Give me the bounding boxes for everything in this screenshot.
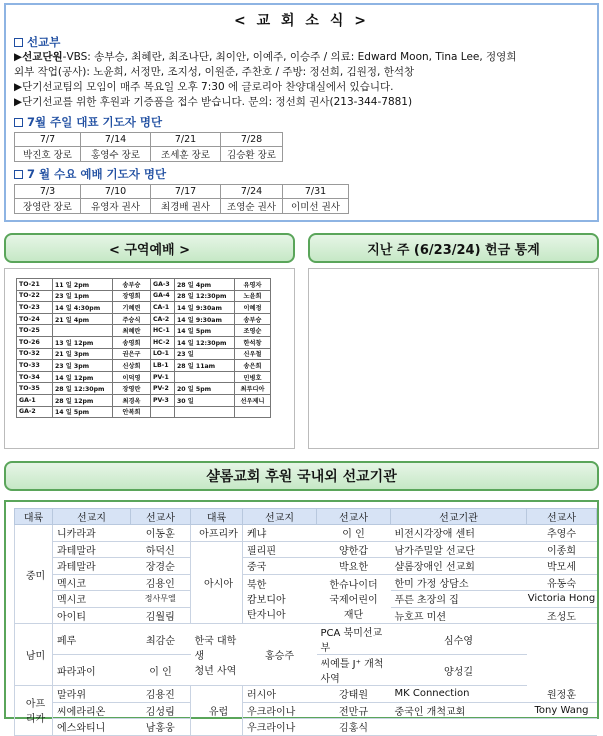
table-cell: 7/31 [283, 185, 349, 199]
table-cell: 박요한 [317, 558, 391, 575]
table-cell: 아프 리카 [15, 686, 53, 736]
table-cell: 장영란 [113, 383, 151, 395]
table-cell: 아시아 [191, 541, 243, 624]
table-cell: 23 일 [175, 348, 235, 360]
table-row [17, 406, 271, 418]
table-cell: 장경순 [131, 558, 191, 575]
table-row [15, 574, 597, 591]
table-cell: 민병호 [235, 371, 271, 383]
table-cell: 노윤희 [235, 290, 271, 302]
table-cell: CA-2 [151, 313, 175, 325]
table-cell: 28 일 12pm [53, 394, 113, 406]
table-cell: 한슈나이더 국제어린이 재단 [317, 574, 391, 624]
checkbox-icon [14, 38, 23, 47]
table-cell: 우크라이나 [243, 719, 317, 736]
table-cell: 강태원 [317, 686, 391, 703]
mission-team-line: ▶선교단원-VBS: 송부승, 최혜란, 최조나단, 최이안, 이예주, 이승주 / 의료: Edward Moon, Tina Lee, 정영희 [14, 51, 517, 63]
table-row [15, 525, 597, 542]
table-row [17, 290, 271, 302]
meeting-notice: ▶단기선교팀의 모임이 매주 목요일 오후 7:30 에 글로리아 찬양대실에서 있습니다. [14, 81, 394, 93]
table-row [17, 336, 271, 348]
table-cell: GA-3 [151, 279, 175, 291]
table-cell: HC-1 [151, 325, 175, 337]
table-cell: 정사무엘 [131, 591, 191, 608]
table-cell: TO-25 [17, 325, 53, 337]
table-row [17, 360, 271, 372]
table-row [17, 279, 271, 291]
table-cell: PV-1 [151, 371, 175, 383]
table-cell: MK Connection [391, 686, 527, 703]
table-cell: 유럽 [191, 686, 243, 736]
table-cell: 남미 [15, 624, 53, 686]
table-cell: TO-22 [17, 290, 53, 302]
table-cell: 김성림 [131, 702, 191, 719]
table-cell: 조영순 권사 [221, 199, 283, 214]
table-row [17, 325, 271, 337]
table-cell: 20 일 5pm [175, 383, 235, 395]
table-cell: TO-21 [17, 279, 53, 291]
table-cell: 7/7 [15, 133, 81, 147]
table-cell: 7/3 [15, 185, 81, 199]
table-row [17, 302, 271, 314]
sunday-prayer-heading: 7월 주일 대표 기도자 명단 [14, 114, 597, 130]
table-cell: 최혜란 [113, 325, 151, 337]
table-row [17, 383, 271, 395]
table-row [15, 702, 597, 719]
column-header: 선교지 [243, 509, 317, 525]
table-cell: 김용인 [131, 574, 191, 591]
mission-org-table [14, 508, 597, 736]
table-row [15, 624, 597, 655]
table-cell: 최경배 권사 [151, 199, 221, 214]
checkbox-icon [14, 118, 23, 127]
table-cell: 이 인 [131, 655, 191, 686]
table-cell: 권은구 [113, 348, 151, 360]
table-cell: 7/14 [81, 133, 151, 147]
table-cell: HC-2 [151, 336, 175, 348]
table-cell: 비전시각장애 센터 [391, 525, 527, 542]
table-cell: 김홍식 [317, 719, 391, 736]
table-cell: CA-1 [151, 302, 175, 314]
table-cell: 푸른 초장의 집 [391, 591, 527, 608]
table-cell: 14 일 9:30am [175, 313, 235, 325]
table-cell: 송영희 [113, 336, 151, 348]
table-cell: GA-2 [17, 406, 53, 418]
table-cell: GA-1 [17, 394, 53, 406]
table-cell: 유영자 [235, 279, 271, 291]
table-cell [391, 719, 527, 736]
table-cell: 주승식 [113, 313, 151, 325]
table-cell: 씨에라리온 [53, 702, 131, 719]
table-cell: 7/21 [151, 133, 221, 147]
table-cell [175, 371, 235, 383]
table-row [17, 394, 271, 406]
table-row [15, 541, 597, 558]
table-cell: 에스와티니 [53, 719, 131, 736]
table-cell: 뉴호프 미션 [391, 607, 527, 624]
table-cell: 14 일 12pm [53, 371, 113, 383]
column-header: 선교기관 [391, 509, 527, 525]
table-cell: 양성길 [391, 655, 527, 686]
table-cell: 이미선 권사 [283, 199, 349, 214]
table-cell: 유영자 권사 [81, 199, 151, 214]
table-row [17, 371, 271, 383]
table-cell: 파라과이 [53, 655, 131, 686]
mission-team-line-2: 외부 작업(공사): 노윤희, 서정만, 조지성, 이원준, 주찬호 / 주방: 정선희, 김원정, 한석창 [14, 66, 415, 78]
table-cell: 신우철 [235, 348, 271, 360]
offering-stats-header: 지난 주 (6/23/24) 헌금 통계 [308, 233, 599, 263]
church-news-panel [4, 3, 599, 222]
table-cell: LO-1 [151, 348, 175, 360]
table-cell: 김용진 [131, 686, 191, 703]
table-cell: 23 일 3pm [53, 360, 113, 372]
table-cell: 28 일 11am [175, 360, 235, 372]
table-cell: 장영란 장로 [15, 199, 81, 214]
table-cell: 남가주밀알 선교단 [391, 541, 527, 558]
table-cell: 홍영수 장로 [81, 147, 151, 162]
table-cell: 21 일 4pm [53, 313, 113, 325]
table-cell: 한국 대학생 청년 사역 [191, 624, 243, 686]
table-cell: 멕시코 [53, 574, 131, 591]
column-header: 선교지 [53, 509, 131, 525]
column-header: 선교사 [131, 509, 191, 525]
table-cell: 중국 [243, 558, 317, 575]
mission-dept-heading: 선교부 [14, 34, 597, 50]
table-cell: 이종희 [527, 541, 597, 558]
table-cell: 이덕영 [113, 371, 151, 383]
table-row [17, 313, 271, 325]
table-cell: 14 일 4:30pm [53, 302, 113, 314]
table-cell: Tony Wang [527, 702, 597, 719]
table-cell: 중미 [15, 525, 53, 624]
table-cell: 최경옥 [113, 394, 151, 406]
table-cell: 14 일 5pm [175, 325, 235, 337]
table-cell: 씨예틀 J⁺ 개척사역 [317, 655, 391, 686]
table-row [15, 719, 597, 736]
table-cell: 멕시코 [53, 591, 131, 608]
table-cell: 28 일 4pm [175, 279, 235, 291]
table-cell: TO-35 [17, 383, 53, 395]
table-cell: 조세훈 장로 [151, 147, 221, 162]
mission-org-panel [4, 500, 599, 735]
table-cell: 러시아 [243, 686, 317, 703]
table-cell: 박모세 [527, 558, 597, 575]
table-cell: 북한 캄보디아 탄자니아 [243, 574, 317, 624]
table-cell: 홍승주 [243, 624, 317, 686]
table-cell: 조성도 [527, 607, 597, 624]
table-cell: PCA 북미선교부 [317, 624, 391, 655]
cell-worship-header: < 구역예배 > [4, 233, 295, 263]
table-cell: 케냐 [243, 525, 317, 542]
column-header: 선교사 [317, 509, 391, 525]
table-cell: 원정훈 [527, 686, 597, 703]
column-header: 선교사 [527, 509, 597, 525]
table-cell [175, 406, 235, 418]
table-cell: 하덕신 [131, 541, 191, 558]
table-cell: 21 일 3pm [53, 348, 113, 360]
table-cell: 필리핀 [243, 541, 317, 558]
table-row [15, 558, 597, 575]
table-cell: PV-3 [151, 394, 175, 406]
table-cell: 7/10 [81, 185, 151, 199]
table-row [15, 686, 597, 703]
mission-org-header: 샬롬교회 후원 국내외 선교기관 [4, 461, 599, 491]
table-cell: 28 일 12:30pm [53, 383, 113, 395]
table-cell: GA-4 [151, 290, 175, 302]
table-cell [151, 406, 175, 418]
table-cell: 박진호 장로 [15, 147, 81, 162]
table-cell: 신상희 [113, 360, 151, 372]
table-cell: TO-32 [17, 348, 53, 360]
table-cell: TO-33 [17, 360, 53, 372]
table-cell: TO-24 [17, 313, 53, 325]
sunday-prayer-table [14, 132, 283, 162]
church-news-title: < 교 회 소 식 > [234, 13, 369, 29]
table-cell: TO-23 [17, 302, 53, 314]
wednesday-prayer-table [14, 184, 349, 214]
table-cell: 아프리카 [191, 525, 243, 542]
table-cell: PV-2 [151, 383, 175, 395]
table-cell: 말라위 [53, 686, 131, 703]
table-cell: 과테말라 [53, 541, 131, 558]
column-header: 대륙 [191, 509, 243, 525]
wednesday-prayer-heading: 7 월 수요 예배 기도자 명단 [14, 166, 597, 182]
table-cell: LB-1 [151, 360, 175, 372]
table-cell: 조영순 [235, 325, 271, 337]
table-cell: 7/17 [151, 185, 221, 199]
table-cell: 14 일 9:30am [175, 302, 235, 314]
table-cell: 송부승 [113, 279, 151, 291]
table-cell: 송은희 [235, 360, 271, 372]
table-cell: 심수영 [391, 624, 527, 655]
donation-notice: ▶단기선교를 위한 후원과 기증품을 접수 받습니다. 문의: 정선희 권사(213-344-7881) [14, 96, 413, 108]
table-cell: 우크라이나 [243, 702, 317, 719]
table-cell: 11 일 2pm [53, 279, 113, 291]
table-cell: 안복희 [113, 406, 151, 418]
table-cell [235, 406, 271, 418]
table-cell: 최감순 [131, 624, 191, 655]
table-cell: 김월림 [131, 607, 191, 624]
table-cell: 유동숙 [527, 574, 597, 591]
table-header-row [15, 509, 597, 525]
table-cell: 28 일 12:30pm [175, 290, 235, 302]
table-cell: 니카라과 [53, 525, 131, 542]
table-cell: 14 일 5pm [53, 406, 113, 418]
table-cell: Victoria Hong [527, 591, 597, 608]
table-cell: 샬롬장애인 선교회 [391, 558, 527, 575]
table-cell: 이 인 [317, 525, 391, 542]
column-header: 대륙 [15, 509, 53, 525]
table-cell: 이혜정 [235, 302, 271, 314]
table-cell: 한미 가정 상담소 [391, 574, 527, 591]
table-cell: 송부승 [235, 313, 271, 325]
table-cell: TO-26 [17, 336, 53, 348]
table-cell: TO-34 [17, 371, 53, 383]
table-cell: 중국인 개척교회 [391, 702, 527, 719]
table-cell: 선우제니 [235, 394, 271, 406]
table-cell: 장영희 [113, 290, 151, 302]
checkbox-icon [14, 170, 23, 179]
table-cell: 전만규 [317, 702, 391, 719]
table-cell: 남홍웅 [131, 719, 191, 736]
table-cell: 7/28 [221, 133, 283, 147]
table-cell: 최루디아 [235, 383, 271, 395]
table-cell: 추영수 [527, 525, 597, 542]
offering-stats-panel [308, 268, 599, 449]
table-cell: 13 일 12pm [53, 336, 113, 348]
table-cell: 페루 [53, 624, 131, 655]
table-cell: 14 일 12:30pm [175, 336, 235, 348]
table-cell: 과테말라 [53, 558, 131, 575]
table-row [17, 348, 271, 360]
table-cell: 양한갑 [317, 541, 391, 558]
table-cell: 7/24 [221, 185, 283, 199]
table-cell: 이동훈 [131, 525, 191, 542]
table-cell: 30 일 [175, 394, 235, 406]
table-cell: 김승환 장로 [221, 147, 283, 162]
table-cell [53, 325, 113, 337]
table-cell: 23 일 1pm [53, 290, 113, 302]
cell-worship-table [16, 278, 271, 418]
table-cell: 아이티 [53, 607, 131, 624]
table-cell: 기혜련 [113, 302, 151, 314]
table-cell [527, 719, 597, 736]
table-cell: 한석창 [235, 336, 271, 348]
